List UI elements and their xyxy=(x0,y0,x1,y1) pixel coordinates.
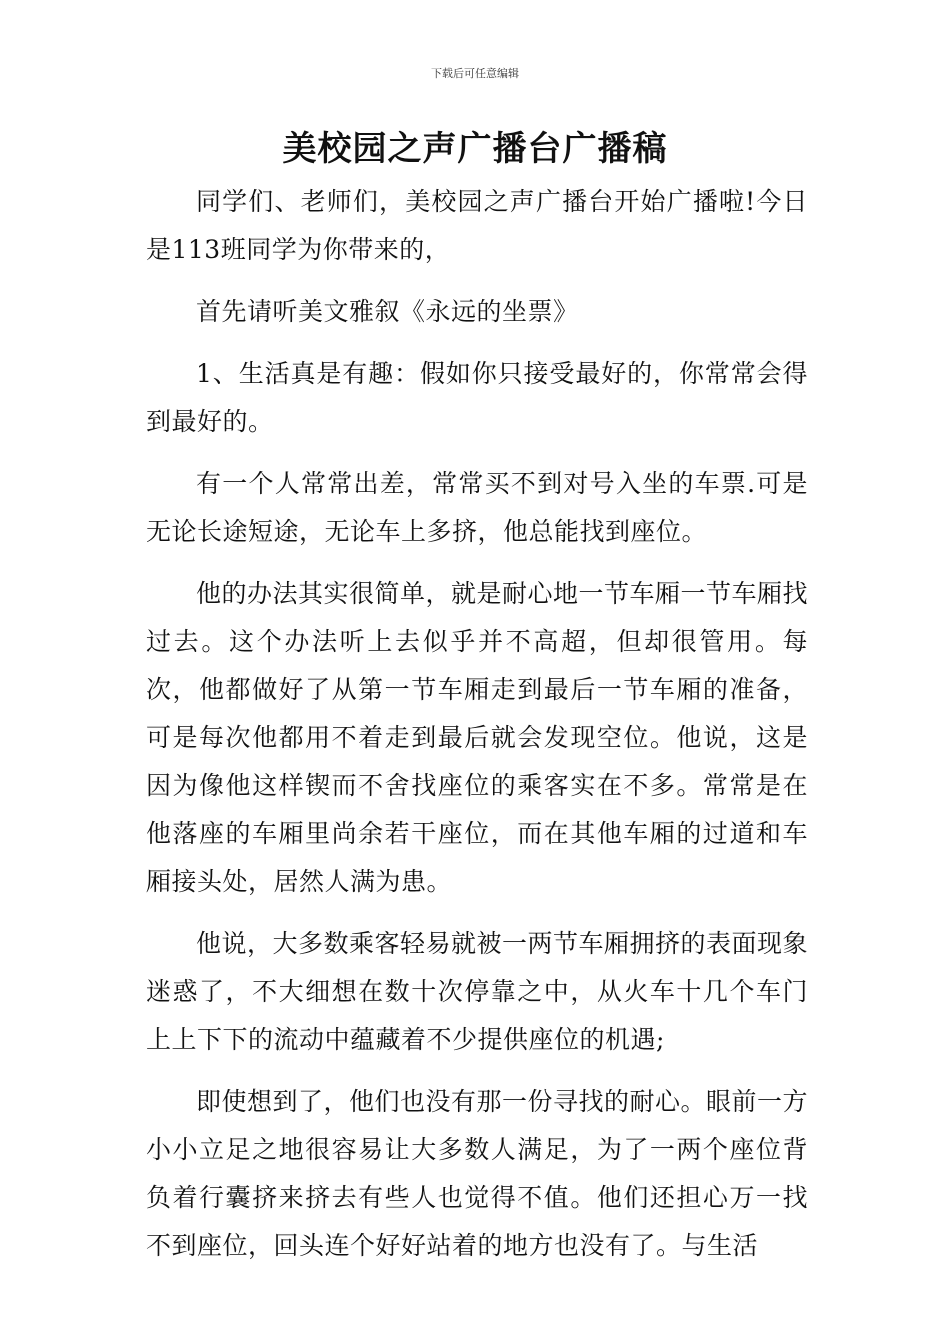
header-note: 下载后可任意编辑 xyxy=(431,67,519,80)
paragraph-5: 即使想到了，他们也没有那一份寻找的耐心。眼前一方小小立足之地很容易让大多数人满足，为了一两个座位背负着行囊挤来挤去有些人也觉得不值。他们还担心万一找不到座位，回头连个好好站着的地方也没有了。与生活 xyxy=(146,1087,809,1260)
paragraph-2: 有一个人常常出差，常常买不到对号入坐的车票.可是无论长途短途，无论车上多挤，他总能找到座位。 xyxy=(146,469,808,546)
paragraph-4: 他说，大多数乘客轻易就被一两节车厢拥挤的表面现象迷惑了，不大细想在数十次停靠之中，从火车十几个车门上上下下的流动中蕴藏着不少提供座位的机遇; xyxy=(146,929,809,1054)
document-title: 美校园之声广播台广播稿 xyxy=(282,129,668,169)
paragraph-1: 1、生活真是有趣：假如你只接受最好的，你常常会得到最好的。 xyxy=(146,359,808,436)
paragraph-3: 他的办法其实很简单，就是耐心地一节车厢一节车厢找过去。这个办法听上去似乎并不高超，但却很管用。每次，他都做好了从第一节车厢走到最后一节车厢的准备，可是每次他都用不着走到最后就会发现空位。他说，这是因为像他这样锲而不舍找座位的乘客实在不多。常常是在他落座的车厢里尚余若干座位，而在其他车厢的过道和车厢接头处，居然人满为患。 xyxy=(146,579,809,896)
paragraph-intro: 同学们、老师们，美校园之声广播台开始广播啦!今日是113班同学为你带来的， xyxy=(146,187,808,264)
document-body xyxy=(146,178,808,1284)
paragraph-program: 首先请听美文雅叙《永远的坐票》 xyxy=(196,297,579,326)
